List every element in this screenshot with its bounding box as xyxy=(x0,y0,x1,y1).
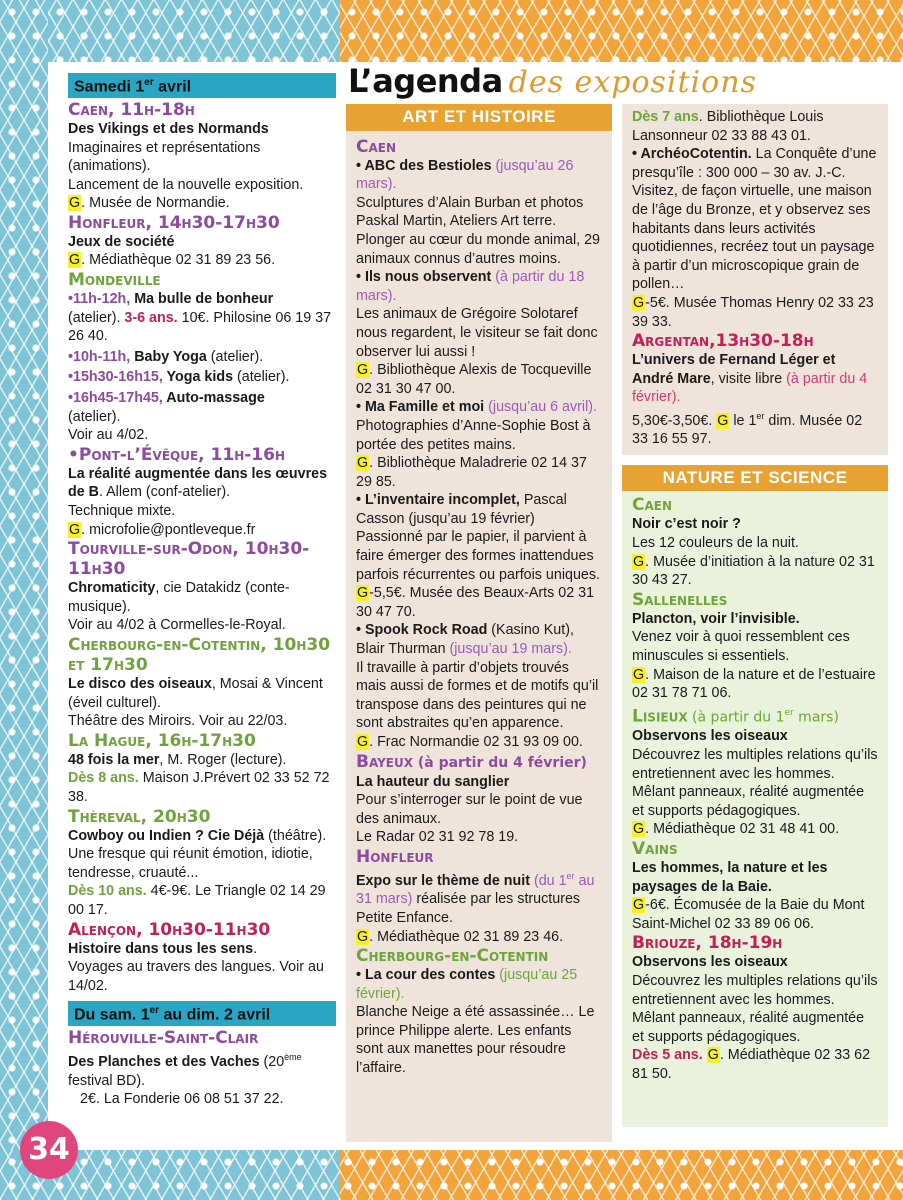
decorative-pattern-left xyxy=(0,0,48,1200)
event-title: Plancton, voir l’invisible. xyxy=(632,610,800,627)
event-title: La réalité augmentée dans les œuvres de B. Allem (conf-atelier). xyxy=(68,465,328,501)
page-number-badge: 34 xyxy=(20,1121,78,1179)
city-heading: Lisieux (à partir du 1er mars) xyxy=(632,706,839,727)
event-desc: Blanche Neige a été assassinée… Le prince Philippe alerte. Les enfants sont aux manettes pour résoudre l’affaire. xyxy=(356,1004,595,1077)
event-place: G. Frac Normandie 02 31 93 09 00. xyxy=(357,734,583,750)
event-desc: (atelier). xyxy=(68,408,121,425)
event-title: • Spook Rock Road xyxy=(356,622,488,639)
event-place: Dès 10 ans. 4€-9€. Le Triangle 02 14 29 00 17. xyxy=(68,883,326,918)
event-desc: Visitez, de façon virtuelle, une maison de l’âge du Bronze, et y observez ses habitants dans leurs activités quotidiennes, recréez tout un paysage à partir d’un microscopique grain de pollen… xyxy=(632,183,875,293)
event-place: G. Musée de Normandie. xyxy=(69,195,230,212)
column-art-histoire: ART ET HISTOIRE Caen • ABC des Bestioles (jusqu’au 26 mars). Sculptures d’Alain Burban et photos Paskal Martin, Ateliers Art terre. Plonger au cœur du monde animal, 29 animaux connus d’autres moins. • Ils nous observent (à partir du 18 mars). Les animaux de Grégoire Solotaref nous regardent, le visiteur se fait donc observer lui aussi ! G. Bibliothèque Alexis de Tocqueville 02 31 30 47 00. • Ma Famille et moi (jusqu’au 6 avril). Photographies d’Anne-Sophie Bost à portée des petites mains. G. Bibliothèque Maladrerie 02 14 37 29 85. • L’inventaire incomplet, Pascal Casson (jusqu’au 19 février) Passionné par le papier, il parvient à faire émerger des formes inattendues parfois récurrentes ou parfois uniques. G-5,5€. Musée des Beaux-Arts 02 31 30 47 70. • Spook Rock Road (Kasino Kut), Blair Thurman (jusqu’au 19 mars). Il travaille à partir d’objets trouvés mais aussi de formes et de motifs qu’il transpose dans des peintures qui ne sont abstraites qu’en apparence. G. Frac Normandie 02 31 93 09 00. Bayeux (à partir du 4 février) La hauteur du sanglier Pour s’interroger sur le point de vue des animaux. Le Radar 02 31 92 78 19. Honfleur Expo sur le thème de nuit (du 1er au 31 mars) réalisée par les structures Petite Enfance. G. Médiathèque 02 31 89 23 46. Cherbourg-en-Cotentin • La cour des contes (jusqu’au 25 février). Blanche Neige a été assassinée… Le prince Philippe alerte. Les enfants sont aux manettes pour résoudre l’affaire. xyxy=(346,104,612,1142)
decorative-pattern-top-left xyxy=(0,0,340,70)
free-badge: G xyxy=(707,1047,719,1064)
event-item: (atelier). 3-6 ans. 10€. Philosine 06 19 37 26 40. xyxy=(68,309,332,345)
free-badge: G xyxy=(633,821,645,838)
city-heading: Caen xyxy=(632,495,673,516)
event-desc: Lancement de la nouvelle exposition. xyxy=(68,176,304,193)
event-title: Expo sur le thème de nuit xyxy=(356,872,530,889)
event-title: Histoire dans tous les sens. xyxy=(68,940,258,957)
event-title: Observons les oiseaux xyxy=(632,728,788,745)
event-desc: Voyages au travers des langues. Voir au 14/02. xyxy=(68,959,324,994)
event-place: Théâtre des Miroirs. Voir au 22/03. xyxy=(68,713,288,730)
city-heading: Briouze, 18h-19h xyxy=(632,933,783,954)
city-heading: Argentan,13h30-18h xyxy=(632,331,814,352)
event-desc: Passionné par le papier, il parvient à faire émerger des formes inattendues parfois récurrentes ou parfois uniques. xyxy=(356,529,600,583)
event-place: G. Maison de la nature et de l’estuaire 02 31 78 71 06. xyxy=(632,666,876,702)
event-title: • La cour des contes xyxy=(356,967,496,984)
free-badge: G xyxy=(69,252,81,269)
event-place: Dès 5 ans. G. Médiathèque 02 33 62 81 50. xyxy=(632,1047,871,1082)
city-heading: Caen, 11h-18h xyxy=(68,99,195,120)
event-title: Des Planches et des Vaches (20ème festival BD). xyxy=(68,1052,302,1089)
city-heading: Sallenelles xyxy=(632,589,728,610)
event-title: Des Vikings et des Normands xyxy=(68,120,269,137)
event-place: 5,30€-3,50€. G le 1er dim. Musée 02 33 16 55 97. xyxy=(632,410,863,448)
city-heading: La Hague, 16h-17h30 xyxy=(68,730,256,751)
city-heading: Alençon, 10h30-11h30 xyxy=(68,919,271,940)
event-desc: Les animaux de Grégoire Solotaref nous regardent, le visiteur se fait donc observer lui aussi ! xyxy=(356,306,598,360)
free-badge: G xyxy=(69,195,81,212)
event-place: G. Bibliothèque Alexis de Tocqueville 02 31 30 47 00. xyxy=(356,362,592,397)
event-title: L’univers de Fernand Léger et André Mare xyxy=(632,352,836,387)
event-title: 48 fois la mer, M. Roger (lecture). xyxy=(68,751,287,768)
free-badge: G xyxy=(357,362,369,379)
event-place: G-5€. Musée Thomas Henry 02 33 23 39 33. xyxy=(632,294,874,330)
city-heading: Honfleur, 14h30-17h30 xyxy=(68,212,280,233)
event-item: •11h-12h, Ma bulle de bonheur xyxy=(68,291,274,308)
event-place: G. Bibliothèque Maladrerie 02 14 37 29 85. xyxy=(356,455,587,490)
event-title: Jeux de société xyxy=(68,233,175,250)
event-desc: Découvrez les multiples relations qu’ils entretiennent avec les hommes. Mêlant panneaux, réalité augmentée et supports pédagogiques. xyxy=(632,747,878,819)
event-place: G-5,5€. Musée des Beaux-Arts 02 31 30 47 70. xyxy=(356,585,595,620)
column-left xyxy=(68,73,336,1109)
event-desc: Voir au 4/02 à Cormelles-le-Royal. xyxy=(68,617,286,634)
city-heading: Hérouville-Saint-Clair xyxy=(68,1028,259,1049)
free-badge: G xyxy=(633,294,645,311)
event-title: • ABC des Bestioles xyxy=(356,157,492,174)
event-desc: Venez voir à quoi ressemblent ces minuscules si essentiels. xyxy=(632,629,850,665)
event-title: • Ils nous observent xyxy=(356,269,492,286)
city-heading: Caen xyxy=(356,136,397,157)
nature-science-box xyxy=(622,491,888,1127)
city-heading: Thèreval, 20h30 xyxy=(68,806,211,827)
section-header-art: ART ET HISTOIRE xyxy=(346,104,612,131)
city-heading: Cherbourg-en-Cotentin, 10h30 et 17h30 xyxy=(68,634,331,675)
city-heading: Bayeux (à partir du 4 février) xyxy=(356,751,587,772)
event-title: Observons les oiseaux xyxy=(632,954,788,971)
event-place: Le Radar 02 31 92 78 19. xyxy=(356,829,519,846)
free-badge: G xyxy=(717,412,729,429)
event-desc: Les 12 couleurs de la nuit. xyxy=(632,535,799,552)
event-item: •10h-11h, Baby Yoga (atelier). xyxy=(68,348,264,365)
art-continued-box: Dès 7 ans. Bibliothèque Louis Lansonneur 02 33 88 43 01. • ArchéoCotentin. La Conquête d’une presqu’île : 300 000 – 30 av. J.-C. Visitez, de façon virtuelle, une maison de l’âge du Bronze, et y observez ses habitants dans leurs activités quotidiennes, recréez tout un paysage à partir d’un microscopique grain de pollen… G-5€. Musée Thomas Henry 02 33 23 39 33. Argentan,13h30-18h L’univers de Fernand Léger et André Mare, visite libre (à partir du 4 février). 5,30€-3,50€. G le 1er dim. Musée 02 33 16 55 97. xyxy=(622,104,888,455)
date-band-2: Du sam. 1er au dim. 2 avril xyxy=(68,1001,336,1026)
event-title: • L’inventaire incomplet, xyxy=(356,492,520,509)
event-desc: Photographies d’Anne-Sophie Bost à portée des petites mains. xyxy=(356,417,591,453)
column-right xyxy=(622,104,888,1127)
city-heading: Tourville-sur-Odon, 10h30-11h30 xyxy=(68,539,310,580)
event-place: G-6€. Écomusée de la Baie du Mont Saint-Michel 02 33 89 06 06. xyxy=(632,897,865,932)
title-main: L’agenda xyxy=(348,62,503,100)
free-badge: G xyxy=(357,734,369,750)
title-script: des expositions xyxy=(508,65,757,100)
event-title: • Ma Famille et moi xyxy=(356,399,485,416)
event-place: G. microfolie@pontleveque.fr xyxy=(69,521,256,538)
free-badge: G xyxy=(633,897,645,914)
decorative-pattern-top-right xyxy=(340,0,903,62)
free-badge: G xyxy=(633,666,645,683)
free-badge: G xyxy=(357,585,369,602)
event-title: La hauteur du sanglier xyxy=(356,773,510,790)
date-band-1: Samedi 1er avril xyxy=(68,73,336,98)
event-desc: Imaginaires et représentations (animations). xyxy=(68,139,261,175)
event-title: Le disco des oiseaux, Mosai & Vincent (éveil culturel). xyxy=(68,675,323,711)
event-place: 2€. La Fonderie 06 08 51 37 22. xyxy=(80,1091,284,1108)
page-title xyxy=(348,62,757,100)
event-title: Cowboy ou Indien ? Cie Déjà (théâtre). xyxy=(68,827,327,844)
event-desc: Sculptures d’Alain Burban et photos Paskal Martin, Ateliers Art terre. Plonger au cœur du monde animal, 29 animaux connus d’autres moins. xyxy=(356,194,600,267)
free-badge: G xyxy=(633,553,645,570)
event-title: Les hommes, la nature et les paysages de la Baie. xyxy=(632,860,828,895)
event-place: G. Musée d’initiation à la nature 02 31 30 43 27. xyxy=(632,553,875,589)
event-place: Dès 8 ans. Maison J.Prévert 02 33 52 72 38. xyxy=(68,770,330,805)
free-badge: G xyxy=(69,521,81,538)
event-desc: Découvrez les multiples relations qu’ils entretiennent avec les hommes. Mêlant panneaux, réalité augmentée et supports pédagogiques. xyxy=(632,972,878,1045)
free-badge: G xyxy=(357,455,369,472)
section-header-nature: NATURE ET SCIENCE xyxy=(622,465,888,492)
event-desc: Technique mixte. xyxy=(68,503,176,520)
event-desc: Il travaille à partir d’objets trouvés mais aussi de formes et de motifs qu’il transpose dans des peintures qui ne sont abstraites qu’en apparence. xyxy=(356,659,599,732)
city-heading: •Pont-l’Évêque, 11h-16h xyxy=(68,444,285,465)
event-desc: Voir au 4/02. xyxy=(68,427,149,444)
event-title: Noir c’est noir ? xyxy=(632,516,741,533)
event-title: Chromaticity, cie Datakidz (conte-musique). xyxy=(68,580,290,615)
event-desc: Pour s’interroger sur le point de vue des animaux. xyxy=(356,792,583,827)
event-place: G. Médiathèque 02 31 48 41 00. xyxy=(633,821,840,838)
event-item: •15h30-16h15, Yoga kids (atelier). xyxy=(68,369,290,386)
free-badge: G xyxy=(357,928,369,945)
city-heading: Vains xyxy=(632,839,678,860)
event-place: G. Médiathèque 02 31 89 23 56. xyxy=(69,252,276,269)
event-item: •16h45-17h45, Auto-massage xyxy=(68,390,265,407)
city-heading: Mondeville xyxy=(68,270,161,291)
event-place: G. Médiathèque 02 31 89 23 46. xyxy=(357,928,564,945)
event-title: • ArchéoCotentin. xyxy=(632,146,752,163)
city-heading: Honfleur xyxy=(356,846,434,867)
city-heading: Cherbourg-en-Cotentin xyxy=(356,946,549,967)
event-desc: Une fresque qui réunit émotion, idiotie, tendresse, cruauté... xyxy=(68,846,313,881)
